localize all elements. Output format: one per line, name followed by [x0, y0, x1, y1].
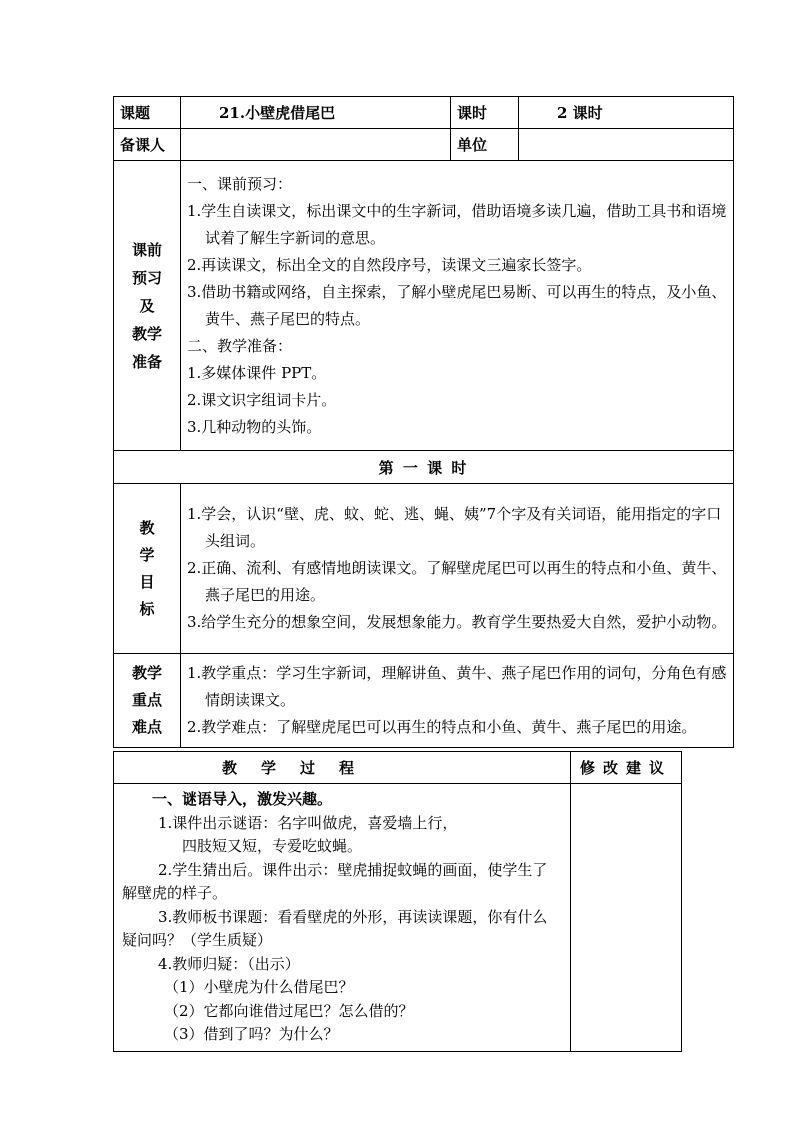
preview-content: 一、课前预习： 1.学生自读课文，标出课文中的生字新词，借助语境多读几遍，借助工具书和语境试着了解生字新词的意思。 2.再读课文，标出全文的自然段序号，读课文三遍家长签字。 3.借助书籍或网络，自主探索，了解小壁虎尾巴易断、可以再生的特点，及小鱼、黄牛、燕子尾巴的特点。 二、教学准备： 1.多媒体课件 PPT。 2.课文识字组词卡片。 3.几种动物的头饰。	[181, 161, 734, 451]
topic-label: 课题	[114, 97, 181, 129]
hours-value: 2 课时	[519, 97, 734, 129]
process-table	[113, 751, 682, 1052]
goals-content: 1.学会，认识“壁、虎、蚊、蛇、逃、蝇、姨”7个字及有关词语，能用指定的字口头组词。 2.正确、流利、有感情地朗读课文。了解壁虎尾巴可以再生的特点和小鱼、黄牛、燕子尾巴的用途。 3.给学生充分的想象空间，发展想象能力。教育学生要热爱大自然，爱护小动物。	[181, 484, 734, 654]
step-title: 一、谜语导入，激发兴趣。	[152, 790, 333, 808]
process-header-row	[114, 752, 682, 784]
topic-row	[114, 97, 734, 129]
process-content: 一、谜语导入，激发兴趣。 1.课件出示谜语：名字叫做虎，喜爱墙上行， 四肢短又短，专爱吃蚊蝇。 2.学生猜出后。课件出示：壁虎捕捉蚊蝇的画面，使学生了解壁虎的样子。 3.教师板书课题：看看壁虎的外形，再读读课题，你有什么疑问吗？（学生质疑） 4.教师归疑：（出示） （1）小壁虎为什么借尾巴？ （2）它都向谁借过尾巴？怎么借的？ （3）借到了吗？为什么？	[114, 784, 571, 1052]
keypoints-content: 1.教学重点：学习生字新词，理解讲鱼、黄牛、燕子尾巴作用的词句，分角色有感情朗读课文。 2.教学难点：了解壁虎尾巴可以再生的特点和小鱼、黄牛、燕子尾巴的用途。	[181, 654, 734, 748]
topic-value: 21.小壁虎借尾巴	[181, 97, 451, 129]
lesson-plan-table	[113, 96, 734, 748]
preparer-label: 备课人	[114, 129, 181, 161]
unit-label: 单位	[451, 129, 519, 161]
unit-value	[519, 129, 734, 161]
section-heading: 第 一 课 时	[114, 451, 734, 484]
suggestion-cell	[571, 784, 682, 1052]
hours-label: 课时	[451, 97, 519, 129]
preparer-value	[181, 129, 451, 161]
section-heading-row	[114, 451, 734, 484]
preview-row	[114, 161, 734, 451]
goals-side-label: 教 学 目 标	[114, 484, 181, 654]
keypoints-row	[114, 654, 734, 748]
preview-side-label: 课前 预习 及 教学 准备	[114, 161, 181, 451]
goals-row	[114, 484, 734, 654]
keypoints-side-label: 教学 重点 难点	[114, 654, 181, 748]
process-header: 教学过程	[114, 752, 571, 784]
process-body-row	[114, 784, 682, 1052]
suggestion-header: 修改建议	[571, 752, 682, 784]
preparer-row	[114, 129, 734, 161]
